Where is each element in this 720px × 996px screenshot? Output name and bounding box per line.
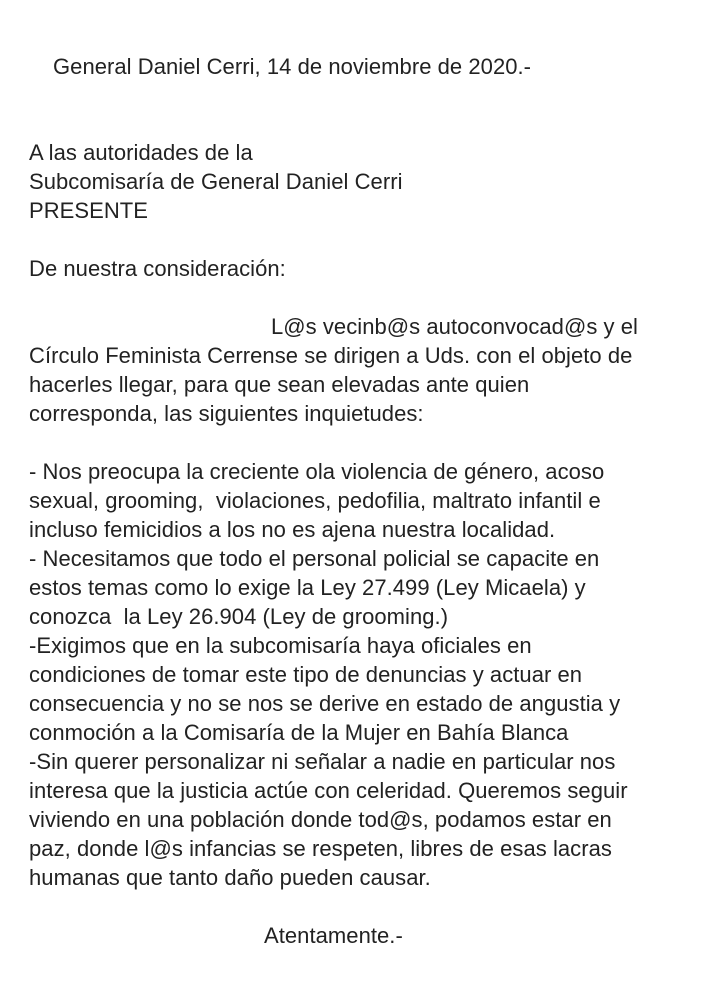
- closing: Atentamente.-: [264, 923, 403, 948]
- points-line: incluso femicidios a los no es ajena nuestra localidad.: [29, 517, 556, 542]
- points-line: interesa que la justicia actúe con celeridad. Queremos seguir: [29, 778, 628, 803]
- date-line: General Daniel Cerri, 14 de noviembre de 2020.-: [53, 54, 532, 79]
- intro-line-1: L@s vecinb@s autoconvocad@s y el: [271, 314, 638, 339]
- recipient-line-1: A las autoridades de la: [29, 140, 253, 165]
- intro-line-4: corresponda, las siguientes inquietudes:: [29, 401, 424, 426]
- points-line: paz, donde l@s infancias se respeten, libres de esas lacras: [29, 836, 612, 861]
- points-line: - Necesitamos que todo el personal policial se capacite en: [29, 546, 600, 571]
- intro-line-3: hacerles llegar, para que sean elevadas ante quien: [29, 372, 530, 397]
- recipient-line-2: Subcomisaría de General Daniel Cerri: [29, 169, 403, 194]
- points-line: -Exigimos que en la subcomisaría haya oficiales en: [29, 633, 532, 658]
- points-line: - Nos preocupa la creciente ola violencia de género, acoso: [29, 459, 605, 484]
- greeting: De nuestra consideración:: [29, 256, 286, 281]
- points-line: conozca la Ley 26.904 (Ley de grooming.): [29, 604, 449, 629]
- points-line: condiciones de tomar este tipo de denuncias y actuar en: [29, 662, 583, 687]
- points-line: humanas que tanto daño pueden causar.: [29, 865, 431, 890]
- points-line: -Sin querer personalizar ni señalar a nadie en particular nos: [29, 749, 616, 774]
- intro-line-2: Círculo Feminista Cerrense se dirigen a Uds. con el objeto de: [29, 343, 633, 368]
- recipient-line-3: PRESENTE: [29, 198, 148, 223]
- points-line: conmoción a la Comisaría de la Mujer en Bahía Blanca: [29, 720, 569, 745]
- points-line: estos temas como lo exige la Ley 27.499 (Ley Micaela) y: [29, 575, 586, 600]
- points-line: sexual, grooming, violaciones, pedofilia, maltrato infantil e: [29, 488, 601, 513]
- points-line: viviendo en una población donde tod@s, podamos estar en: [29, 807, 612, 832]
- points-line: consecuencia y no se nos se derive en estado de angustia y: [29, 691, 621, 716]
